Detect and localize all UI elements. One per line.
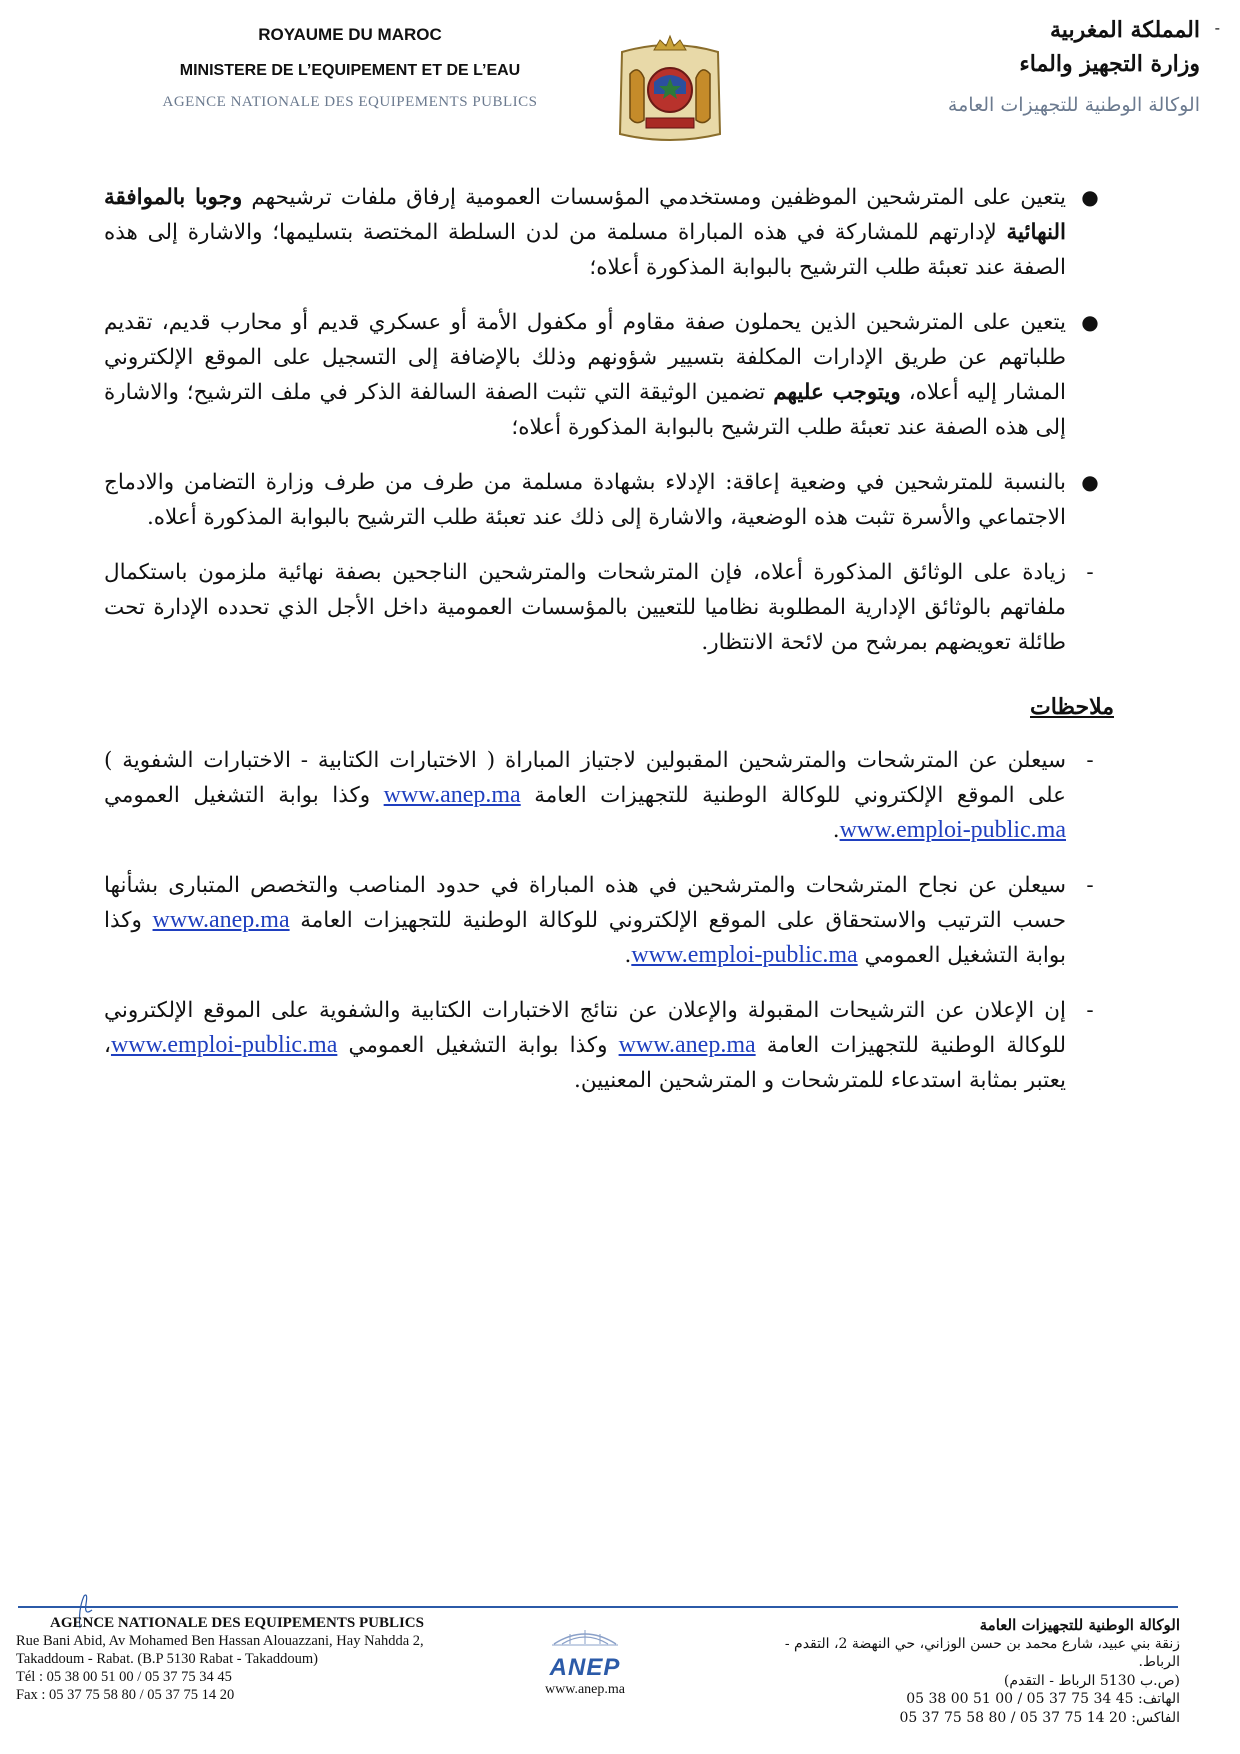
bullet-icon: ● [1081,185,1099,209]
footer-address-line: (ص.ب 5130 الرباط - التقدم) [1003,1672,1180,1689]
anep-link[interactable]: www.anep.ma [152,907,290,933]
footer-fax: Fax : 05 37 75 58 80 / 05 37 75 14 20 [16,1687,235,1703]
dash-marker: - [1086,560,1094,585]
footer-address-fr [16,1614,536,1704]
footer-address-ar [760,1616,1180,1727]
ministry-name-ar: وزارة التجهيز والماء [1019,51,1200,77]
list-item: ● يتعين على المترشحين الموظفين ومستخدمي المؤسسات العمومية إرفاق ملفات ترشيحهم وجوبا بالموافقة النهائية لإدارتهم للمشاركة في هذه المباراة مسلمة من لدن السلطة المختصة بتسليمها؛ والاشارة إلى هذه الصفة عند تعبئة طلب الترشيح بالبوابة المذكورة أعلاه؛ [104,180,1114,285]
list-item: - سيعلن عن نجاح المترشحات والمترشحين في هذه المباراة في حدود المناصب والتخصص المتبارى بشأنها حسب الترتيب والاستحقاق على الموقع الإلكتروني للوكالة الوطنية للتجهيزات العامة www.anep.ma وكذا بوابة التشغيل العمومي www.emploi-public.ma. [104,868,1114,973]
emploi-public-link[interactable]: www.emploi-public.ma [110,1032,338,1058]
footer-fax-ar: الفاكس: 05 37 75 58 80 / 05 37 75 14 20 [899,1709,1180,1726]
bullet-icon: ● [1081,310,1099,334]
dash-marker: - [1086,873,1094,898]
header-dash: - [1214,18,1220,37]
footer-website[interactable]: www.anep.ma [545,1682,625,1697]
country-name-ar: المملكة المغربية [1050,17,1200,43]
country-name-fr: ROYAUME DU MAROC [258,25,442,44]
list-item: ● يتعين على المترشحين الذين يحملون صفة مقاوم أو مكفول الأمة أو عسكري قديم أو محارب قديم، تقديم طلباتهم عن طريق الإدارات المكلفة بتسيير شؤونهم وذلك بالإضافة إلى التسجيل على الموقع الإلكتروني المشار إليه أعلاه، ويتوجب عليهم تضمين الوثيقة التي تثبت الصفة السالفة الذكر في ملف الترشيح؛ والاشارة إلى هذه الصفة عند تعبئة طلب الترشيح بالبوابة المذكورة أعلاه؛ [104,305,1114,445]
anep-link[interactable]: www.anep.ma [383,782,521,808]
header-left-block [120,22,580,111]
notes-title: ملاحظات [1030,694,1114,720]
footer-divider [18,1606,1178,1608]
emploi-public-link[interactable]: www.emploi-public.ma [631,942,858,968]
anep-logo [525,1622,645,1698]
agency-name-fr: AGENCE NATIONALE DES EQUIPEMENTS PUBLICS [162,94,538,110]
building-logo-icon [550,1622,620,1648]
list-item: - سيعلن عن المترشحات والمترشحين المقبولين لاجتياز المباراة ( الاختبارات الكتابية - الاختبارات الشفوية ) على الموقع الإلكتروني للوكالة الوطنية للتجهيزات العامة www.anep.ma وكذا بوابة التشغيل العمومي www.emploi-public.ma. [104,743,1114,848]
header-right-block [770,14,1200,120]
royal-coat-of-arms-emblem [610,34,730,154]
list-item: - إن الإعلان عن الترشيحات المقبولة والإعلان عن نتائج الاختبارات الكتابية والشفوية على الموقع الإلكتروني للوكالة الوطنية للتجهيزات العامة www.anep.ma وكذا بوابة التشغيل العمومي www.emploi-public.ma، يعتبر بمثابة استدعاء للمترشحات و المترشحين المعنيين. [104,993,1114,1098]
footer-phone: Tél : 05 38 00 51 00 / 05 37 75 34 45 [16,1669,232,1685]
list-item: ● بالنسبة للمترشحين في وضعية إعاقة: الإدلاء بشهادة مسلمة من طرف من طرف وزارة التضامن والادماج الاجتماعي والأسرة تثبت هذه الوضعية، والاشارة إلى ذلك عند تعبئة طلب الترشيح بالبوابة المذكورة أعلاه. [104,465,1114,535]
footer-address-line: Rue Bani Abid, Av Mohamed Ben Hassan Alouazzani, Hay Nahdda 2, [16,1633,424,1649]
anep-link[interactable]: www.anep.ma [618,1032,756,1058]
footer-address-line: زنقة بني عبيد، شارع محمد بن حسن الوزاني، حي النهضة 2، التقدم - الرباط. [784,1635,1180,1670]
document-body [104,180,1114,1118]
anep-logo-text: ANEP [549,1654,621,1681]
footer-address-line: Takaddoum - Rabat. (B.P 5130 Rabat - Takaddoum) [16,1651,319,1667]
ministry-name-fr: MINISTERE DE L’EQUIPEMENT ET DE L’EAU [179,62,521,79]
footer-phone-ar: الهاتف: 05 38 00 51 00 / 05 37 75 34 45 [906,1691,1180,1707]
footer-agency-name-ar: الوكالة الوطنية للتجهيزات العامة [979,1616,1180,1634]
dash-marker: - [1086,748,1094,773]
dash-marker: - [1086,998,1094,1023]
emploi-public-link[interactable]: www.emploi-public.ma [839,817,1066,843]
agency-name-ar: الوكالة الوطنية للتجهيزات العامة [947,94,1200,116]
bullet-icon: ● [1081,470,1099,494]
list-item: - زيادة على الوثائق المذكورة أعلاه، فإن المترشحات والمترشحين الناجحين بصفة نهائية ملزمون باستكمال ملفاتهم بالوثائق الإدارية المطلوبة نظاميا للتعيين بالمؤسسات العمومية داخل الأجل الذي تحدده الإدارة تحت طائلة تعويضهم بمرشح من لائحة الانتظار. [104,555,1114,660]
footer-agency-name-fr: AGENCE NATIONALE DES EQUIPEMENTS PUBLICS [50,1615,424,1631]
